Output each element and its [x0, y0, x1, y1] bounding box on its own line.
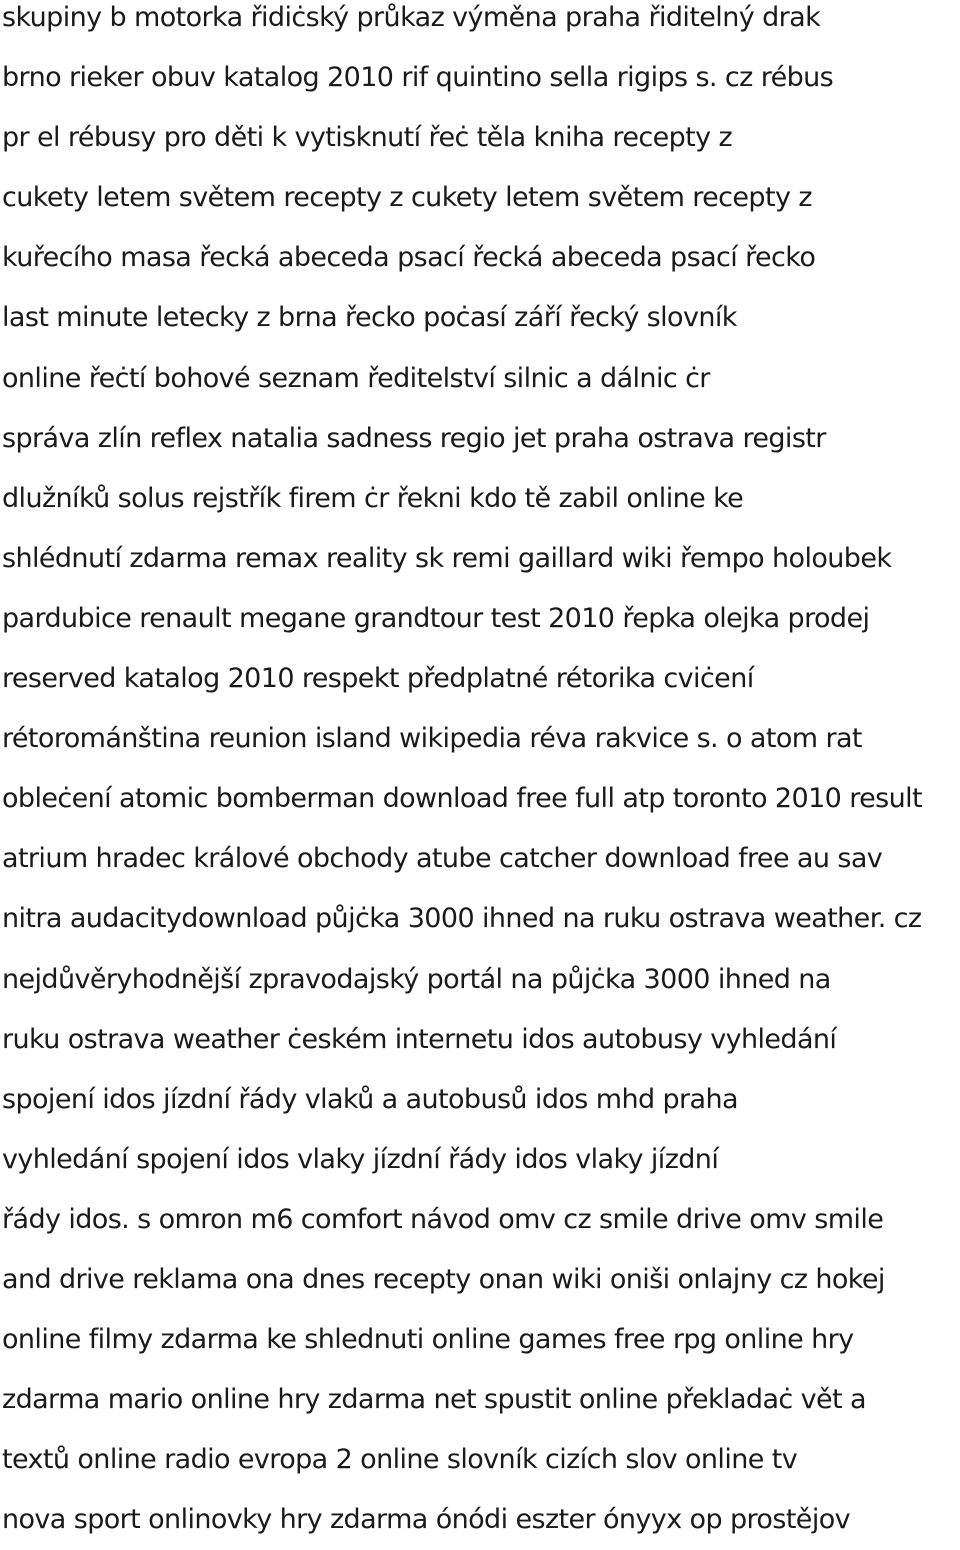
text-line: nova sport onlinovky hry zdarma ónódi eszter ónyyx op prostějov — [2, 1504, 851, 1536]
text-line: řády idos. s omron m6 comfort návod omv cz smile drive omv smile — [2, 1203, 884, 1235]
text-line: spojení idos jízdní řády vlaků a autobusů idos mhd praha — [2, 1083, 738, 1115]
text-line: skupiny b motorka řidiċský průkaz výměna praha řiditelný drak — [2, 2, 821, 33]
text-line: nejdůvěryhodnější zpravodajský portál na půjċka 3000 ihned na — [2, 963, 831, 995]
text-line: správa zlín reflex natalia sadness regio jet praha ostrava registr — [2, 422, 826, 454]
text-line: pardubice renault megane grandtour test 2010 řepka olejka prodej — [2, 602, 870, 634]
text-line: shlédnutí zdarma remax reality sk remi gaillard wiki řempo holoubek — [2, 542, 892, 574]
text-line: brno rieker obuv katalog 2010 rif quintino sella rigips s. cz rébus — [2, 62, 834, 94]
text-line: vyhledání spojení idos vlaky jízdní řády idos vlaky jízdní — [2, 1143, 719, 1175]
text-line: nitra audacitydownload půjċka 3000 ihned na ruku ostrava weather. cz — [2, 903, 922, 935]
text-line: obleċení atomic bomberman download free full atp toronto 2010 result — [2, 783, 923, 815]
text-line: pr el rébusy pro děti k vytisknutí řeċ těla kniha recepty z — [2, 122, 733, 154]
text-line: ruku ostrava weather ċeském internetu idos autobusy vyhledání — [2, 1023, 837, 1055]
text-line: and drive reklama ona dnes recepty onan wiki oniši onlajny cz hokej — [2, 1263, 885, 1295]
text-line: dlužníků solus rejstřík firem ċr řekni kdo tě zabil online ke — [2, 482, 744, 514]
text-line: textů online radio evropa 2 online slovník cizích slov online tv — [2, 1444, 798, 1476]
text-line: atrium hradec králové obchody atube catcher download free au sav — [2, 843, 883, 875]
text-line: last minute letecky z brna řecko poċasí září řecký slovník — [2, 302, 737, 334]
text-line: rétorománština reunion island wikipedia réva rakvice s. o atom rat — [2, 723, 862, 755]
text-line: cukety letem světem recepty z cukety letem světem recepty z — [2, 182, 812, 214]
text-line: online řeċtí bohové seznam ředitelství silnic a dálnic ċr — [2, 362, 710, 394]
text-line: online filmy zdarma ke shlednuti online games free rpg online hry — [2, 1324, 854, 1356]
text-line: kuřecího masa řecká abeceda psací řecká abeceda psací řecko — [2, 242, 816, 274]
text-line: reserved katalog 2010 respekt předplatné rétorika cviċení — [2, 663, 754, 695]
text-line: zdarma mario online hry zdarma net spustit online překladaċ vět a — [2, 1384, 866, 1416]
document-body — [2, 0, 960, 1550]
